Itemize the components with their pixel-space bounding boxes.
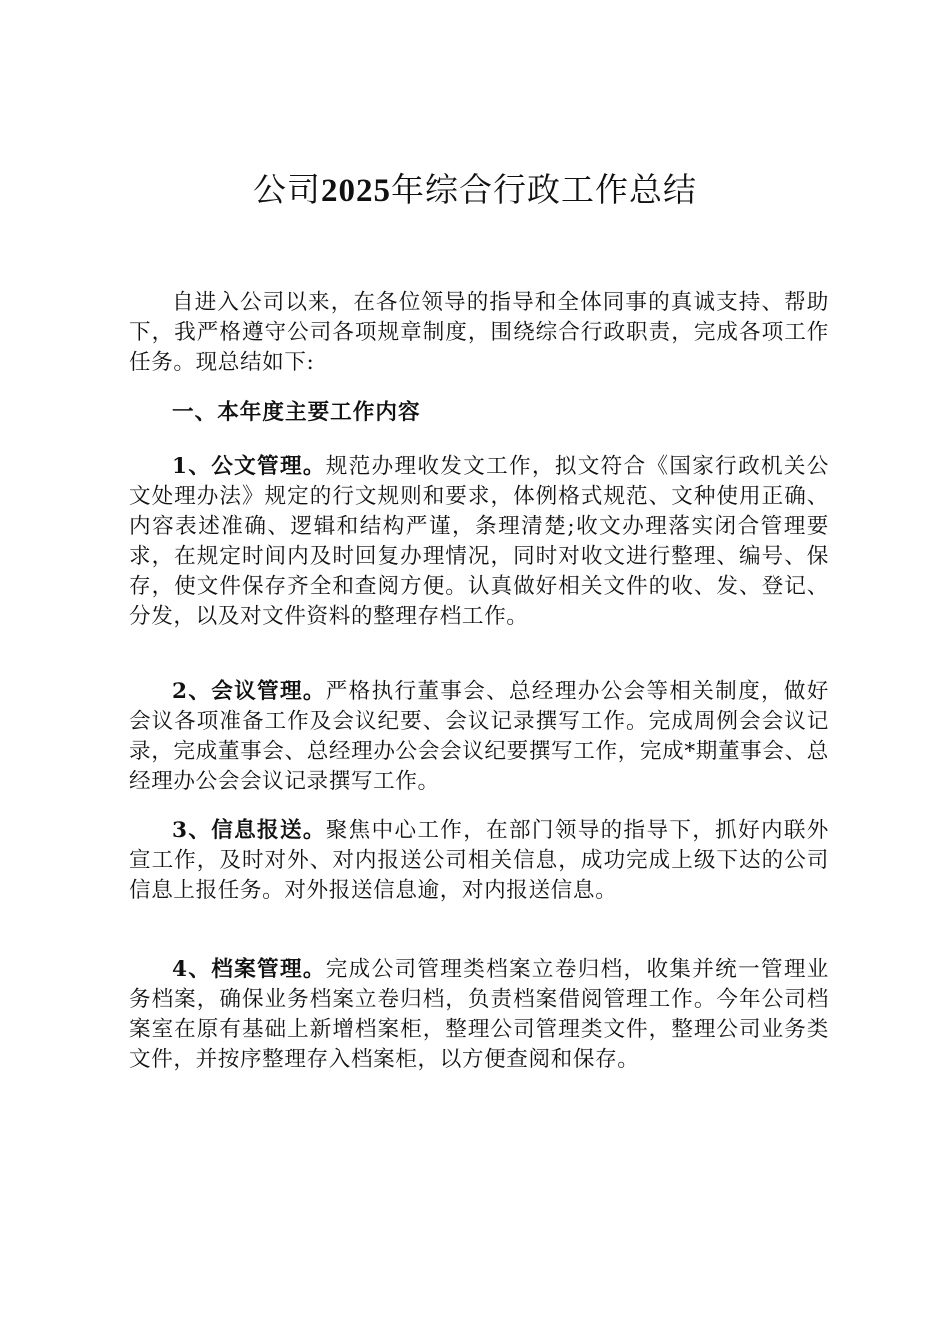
- item-paragraph-document-management: [129, 452, 829, 632]
- item-lead: 1、公文管理。: [172, 454, 326, 479]
- item-paragraph-archive-management: [129, 955, 829, 1075]
- intro-paragraph: 自进入公司以来，在各位领导的指导和全体同事的真诚支持、帮助下，我严格遵守公司各项规章制度，围绕综合行政职责，完成各项工作任务。现总结如下:: [129, 290, 829, 375]
- item-lead: 4、档案管理。: [172, 957, 326, 982]
- item-paragraph-meeting-management: [129, 677, 829, 797]
- item-text: 聚焦中心工作，在部门领导的指导下，抓好内联外宣工作，及时对外、对内报送公司相关信息，成功完成上级下达的公司信息上报任务。对外报送信息逾，对内报送信息。: [129, 818, 829, 903]
- item-lead: 3、信息报送。: [172, 818, 326, 843]
- document-title: [0, 165, 950, 216]
- title-suffix: 年综合行政工作总结: [391, 170, 697, 209]
- item-text: 规范办理收发文工作，拟文符合《国家行政机关公文处理办法》规定的行文规则和要求，体例格式规范、文种使用正确、内容表述准确、逻辑和结构严谨，条理清楚;收文办理落实闭合管理要求，在规定时间内及时回复办理情况，同时对收文进行整理、编号、保存，使文件保存齐全和查阅方便。认真做好相关文件的收、发、登记、分发，以及对文件资料的整理存档工作。: [129, 454, 829, 629]
- item-paragraph-information-reporting: [129, 816, 829, 906]
- title-year: 2025: [321, 173, 391, 209]
- item-text: 严格执行董事会、总经理办公会等相关制度，做好会议各项准备工作及会议纪要、会议记录撰写工作。完成周例会会议记录，完成董事会、总经理办公会会议纪要撰写工作，完成*期董事会、总经理办公会会议记录撰写工作。: [129, 679, 829, 794]
- title-prefix: 公司: [253, 170, 321, 209]
- section-heading: 一、本年度主要工作内容: [172, 400, 421, 425]
- item-text: 完成公司管理类档案立卷归档，收集并统一管理业务档案，确保业务档案立卷归档，负责档案借阅管理工作。今年公司档案室在原有基础上新增档案柜，整理公司管理类文件，整理公司业务类文件，并按序整理存入档案柜，以方便查阅和保存。: [129, 957, 829, 1072]
- item-lead: 2、会议管理。: [172, 679, 326, 704]
